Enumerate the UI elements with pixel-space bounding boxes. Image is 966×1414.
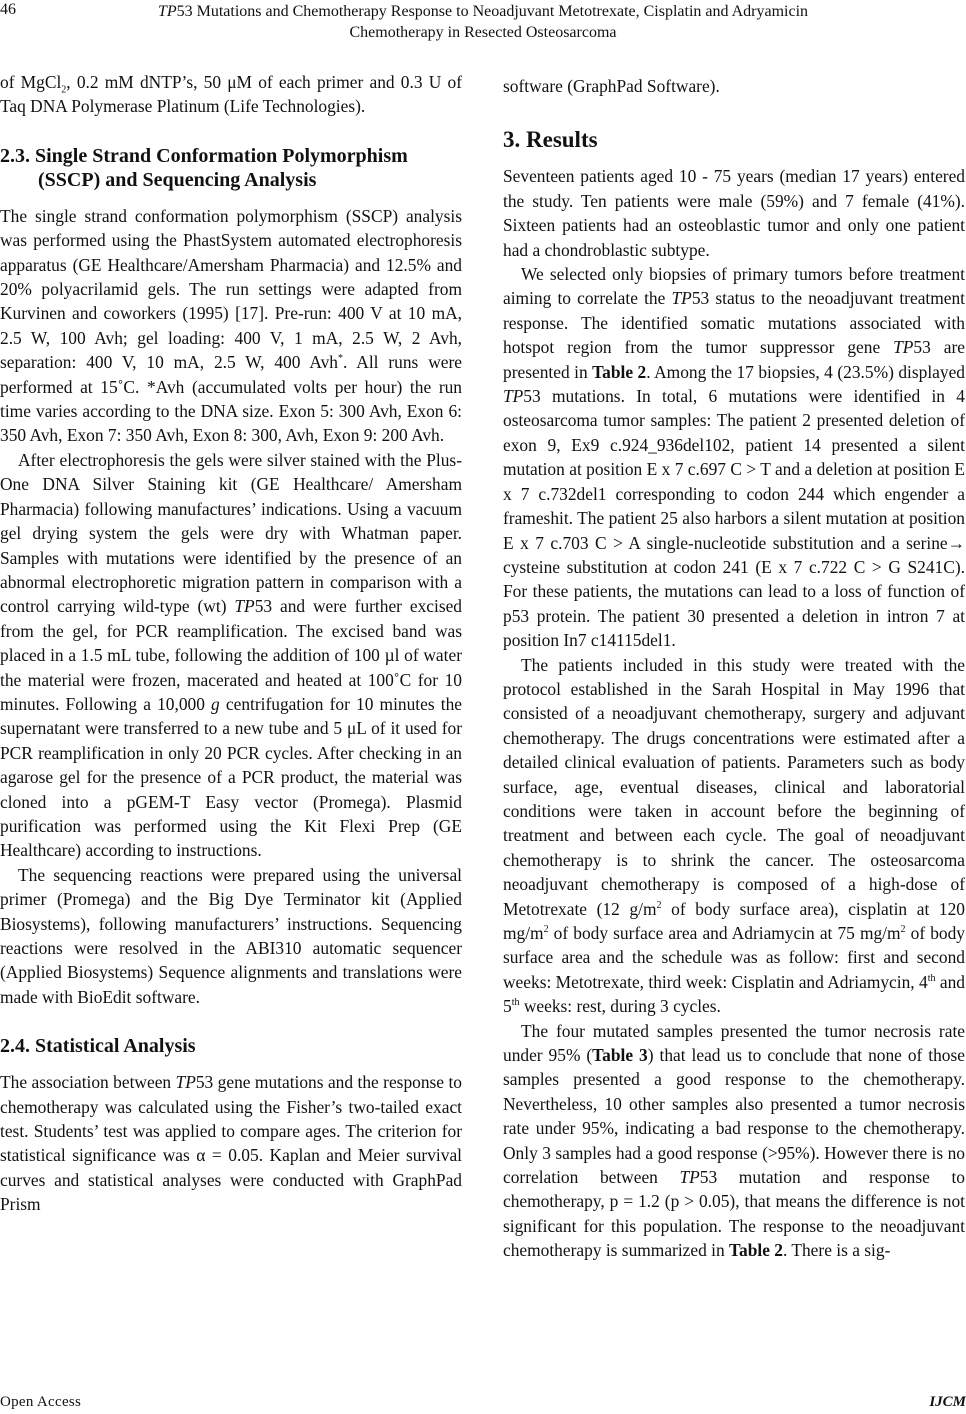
section-heading-2-3: 2.3. Single Strand Conformation Polymorphism (SSCP) and Sequencing Analysis: [0, 144, 408, 191]
table-2-reference: Table 2: [592, 361, 647, 382]
right-column: [503, 74, 965, 1263]
paragraph: The four mutated samples presented the tumor necrosis rate under 95% (Table 3) that lead us to conclude that none of those samples presented a good response to the chemotherapy. Nevertheless, 10 other samples also presented a tumor necrosis rate under 95%, indicating a bad response to the chemotherapy. Only 3 samples had a good response (>95%). However there is no correlation between TP53 mutation and response to chemotherapy, p = 1.2 (p > 0.05), that means the difference is not significant for this population. The response to the neoadjuvant chemotherapy is summarized in Table 2. There is a sig-: [503, 1020, 965, 1261]
open-access-label: Open Access: [0, 1394, 82, 1410]
running-header: [0, 0, 966, 44]
paragraph: After electrophoresis the gels were silver stained with the Plus-One DNA Silver Staining kit (GE Healthcare/ Amersham Pharmacia) following manufactures’ indications. Using a vacuum gel drying system the gels were dry with Whatman paper. Samples with mutations were identified by the presence of an abnormal electrophoretic migration pattern in comparison with a control carrying wild-type (wt) TP53 and were further excised from the gel, for PCR reamplification. The excised band was placed in a 1.5 mL tube, following the addition of 100 µl of water the material were frozen, macerated and heated at 100˚C for 10 minutes. Following a 10,000 g centrifugation for 10 minutes the supernatant were transferred to a new tube and 5 μL of it used for PCR reamplification in only 20 PCR cycles. After checking in an agarose gel for the presence of a PCR product, the material was cloned into a pGEM-T Easy vector (Promega). Plasmid purification was performed using the Kit Flexi Prep (GE Healthcare) according to instructions.: [0, 449, 462, 861]
journal-abbreviation: IJCM: [929, 1394, 966, 1410]
paragraph: We selected only biopsies of primary tumors before treatment aiming to correlate the TP53 status to the neoadjuvant treatment response. The identified somatic mutations associated with hotspot region from the tumor suppressor gene TP53 are presented in Table 2. Among the 17 biopsies, 4 (23.5%) displayed TP53 mutations. In total, 6 mutations were identified in 4 osteosarcoma tumor samples: The patient 2 presented deletion of exon 9, Ex9 c.924_936del102, patient 14 presented a silent mutation at position E x 7 c.697 C > T and a deletion at position E x 7 c.732del1 corresponding to codon 244 which engender a frameshit. The patient 25 also harbors a silent mutation at position E x 7 c.703 C > A single-nucleotide substitution and a serine→ cysteine substitution at codon 241 (E x 7 c.722 C > G S241C). For these patients, the mutations can lead to a loss of function of p53 protein. The patient 30 presented a deletion in intron 7 at position In7 c14115del1.: [503, 264, 966, 651]
section-heading-2-4: 2.4. Statistical Analysis: [0, 1035, 196, 1058]
page-number: 46: [0, 1, 16, 18]
paragraph: The association between TP53 gene mutations and the response to chemotherapy was calculated using the Fisher’s two-tailed exact test. Students’ test was applied to compare ages. The criterion for statistical significance was α = 0.05. Kaplan and Meier survival curves and statistical analyses were conducted with GraphPad Prism: [0, 1072, 462, 1215]
table-2-reference: Table 2: [729, 1240, 783, 1261]
paragraph: of MgCl$_2$, 0.2 mM dNTP’s, 50 μM of each primer and 0.3 U of Taq DNA Polymerase Platinum (Life Technologies).: [0, 72, 462, 117]
paragraph: The patients included in this study were treated with the protocol established in the Sarah Hospital in May 1996 that consisted of a neoadjuvant chemotherapy, surgery and adjuvant chemotherapy. The drugs concentrations were estimated after a detailed clinical evaluation of patients. Parameters such as body surface, age, eventual diseases, clinical and laboratorial conditions were taken in account before the beginning of treatment and between each cycle. The goal of neoadjuvant chemotherapy is to shrink the cancer. The osteosarcoma neoadjuvant chemotherapy is composed of a high-dose of Metotrexate (12 $g/m^2$ of body surface area), cisplatin at 120 $mg/m^2$ of body surface area and Adriamycin at 75 $mg/m^2$ of body surface area and the schedule was as follow: first and second weeks: Metotrexate, third week: Cisplatin and Adriamycin, 4th and 5th weeks: rest, during 3 cycles.: [503, 654, 965, 1017]
paragraph: software (GraphPad Software).: [503, 76, 720, 96]
gene-name: TP: [157, 3, 177, 20]
paragraph: The sequencing reactions were prepared using the universal primer (Promega) and the Big Dye Terminator kit (Applied Biosystems), following manufacturers’ instructions. Sequencing reactions were resolved in the ABI310 automatic sequencer (Applied Biosystems) Sequence alignments and translations were made with BioEdit software.: [0, 864, 462, 1007]
table-3-reference: Table 3: [592, 1045, 648, 1066]
running-title: TP53 Mutations and Chemotherapy Response to Neoadjuvant Metotrexate, Cisplatin and Adryamicin Chemotherapy in Resected Osteosarcoma: [157, 3, 809, 41]
section-heading-results: 3. Results: [503, 127, 598, 153]
left-column: [0, 70, 462, 1217]
paragraph: The single strand conformation polymorphism (SSCP) analysis was performed using the PhastSystem automated electrophoresis apparatus (GE Healthcare/Amersham Pharmacia) and 12.5% and 20% polyacrilamid gels. The run settings were adapted from Kurvinen and coworkers (1995) [17]. Pre-run: 400 V at 10 mA, 2.5 W, 100 Avh; gel loading: 400 V, 1 mA, 2.5 W, 2 Avh, separation: 400 V, 10 mA, 2.5 W, 400 Avh*. All runs were performed at 15˚C. *Avh (accumulated volts per hour) the run time varies according to the DNA size. Exon 5: 300 Avh, Exon 6: 350 Avh, Exon 7: 350 Avh, Exon 8: 300, Avh, Exon 9: 200 Avh.: [0, 205, 462, 446]
paragraph: Seventeen patients aged 10 - 75 years (median 17 years) entered the study. Ten patients were male (59%) and 7 female (41%). Sixteen patients had an osteoblastic tumor and only one patient had a chondroblastic subtype.: [503, 166, 965, 260]
page-footer: [0, 1394, 966, 1414]
